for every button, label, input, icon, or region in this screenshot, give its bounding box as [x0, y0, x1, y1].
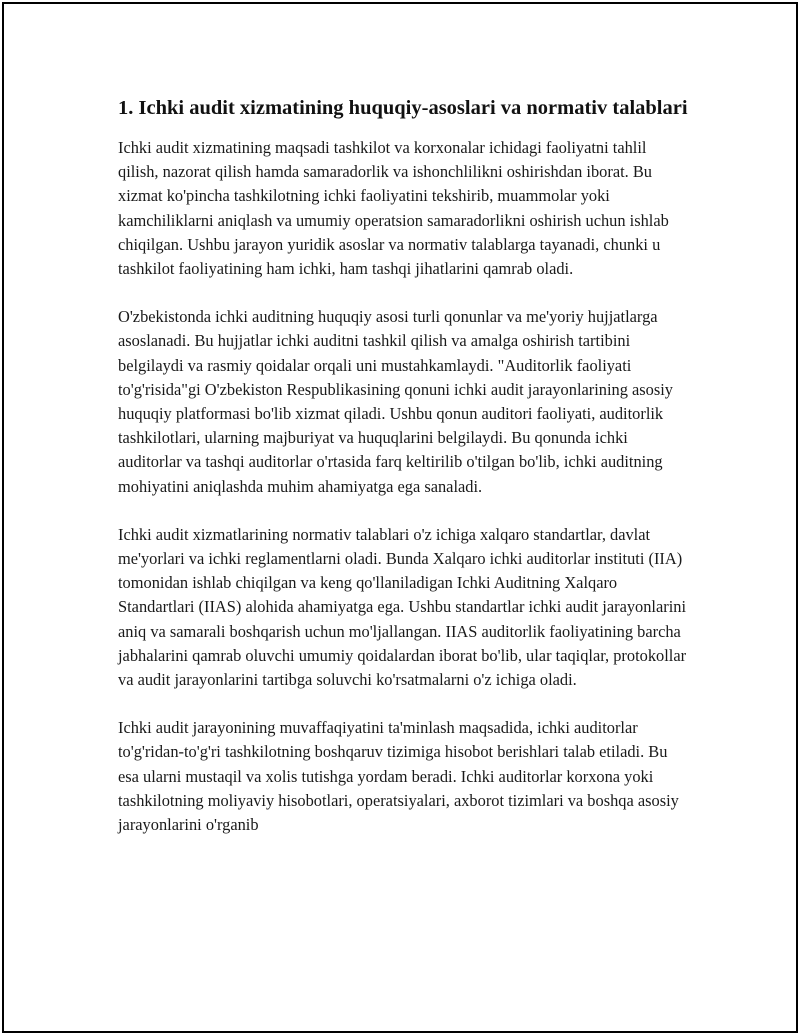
paragraph: Ichki audit xizmatining maqsadi tashkilot va korxonalar ichidagi faoliyatni tahlil qilish, nazorat qilish hamda samaradorlik va ishonchlilikni oshirishdan iborat. Bu xizmat ko'pincha tashkilotning ichki faoliyatini tekshirib, muammolar yoki kamchiliklarni aniqlash va umumiy operatsion samaradorlikni oshirish uchun ishlab chiqilgan. Ushbu jarayon yuridik asoslar va normativ talablarga tayanadi, chunki u tashkilot faoliyatining ham ichki, ham tashqi jihatlarini qamrab oladi. [118, 138, 669, 279]
paragraph: Ichki audit jarayonining muvaffaqiyatini ta'minlash maqsadida, ichki auditorlar to'g'ridan-to'g'ri tashkilotning boshqaruv tizimiga hisobot berishlari talab etiladi. Bu esa ularni mustaqil va xolis tutishga yordam beradi. Ichki auditorlar korxona yoki tashkilotning moliyaviy hisobotlari, operatsiyalari, axborot tizimlari va boshqa asosiy jarayonlarini o'rganib [118, 718, 679, 835]
paragraph: O'zbekistonda ichki auditning huquqiy asosi turli qonunlar va me'yoriy hujjatlarga asoslanadi. Bu hujjatlar ichki auditni tashkil qilish va amalga oshirish tartibini belgilaydi va rasmiy qoidalar orqali uni mustahkamlaydi. "Auditorlik faoliyati to'g'risida"gi O'zbekiston Respublikasining qonuni ichki audit jarayonlarining asosiy huquqiy platformasi bo'lib xizmat qiladi. Ushbu qonun auditori faoliyati, auditorlik tashkilotlari, ularning majburiyat va huquqlarini belgilaydi. Bu qonunda ichki auditorlar va tashqi auditorlar o'rtasida farq keltirilib o'tilgan bo'lib, ichki auditning mohiyatini aniqlashda muhim ahamiyatga ega sanaladi. [118, 307, 674, 496]
section-heading: 1. Ichki audit xizmatining huquqiy-asoslari va normativ talablari [118, 97, 688, 119]
document-body [118, 95, 688, 861]
paragraph: Ichki audit xizmatlarining normativ talablari o'z ichiga xalqaro standartlar, davlat me'yorlari va ichki reglamentlarni oladi. Bunda Xalqaro ichki auditorlar instituti (IIA) tomonidan ishlab chiqilgan va keng qo'llaniladigan Ichki Auditning Xalqaro Standartlari (IIAS) alohida ahamiyatga ega. Ushbu standartlar ichki audit jarayonlarini aniq va samarali boshqarish uchun mo'ljallangan. IIAS auditorlik faoliyatining barcha jabhalarini qamrab oluvchi umumiy qoidalardan iborat bo'lib, ular taqiqlar, protokollar va audit jarayonlarini tartibga soluvchi ko'rsatmalarni o'z ichiga oladi. [118, 524, 687, 690]
